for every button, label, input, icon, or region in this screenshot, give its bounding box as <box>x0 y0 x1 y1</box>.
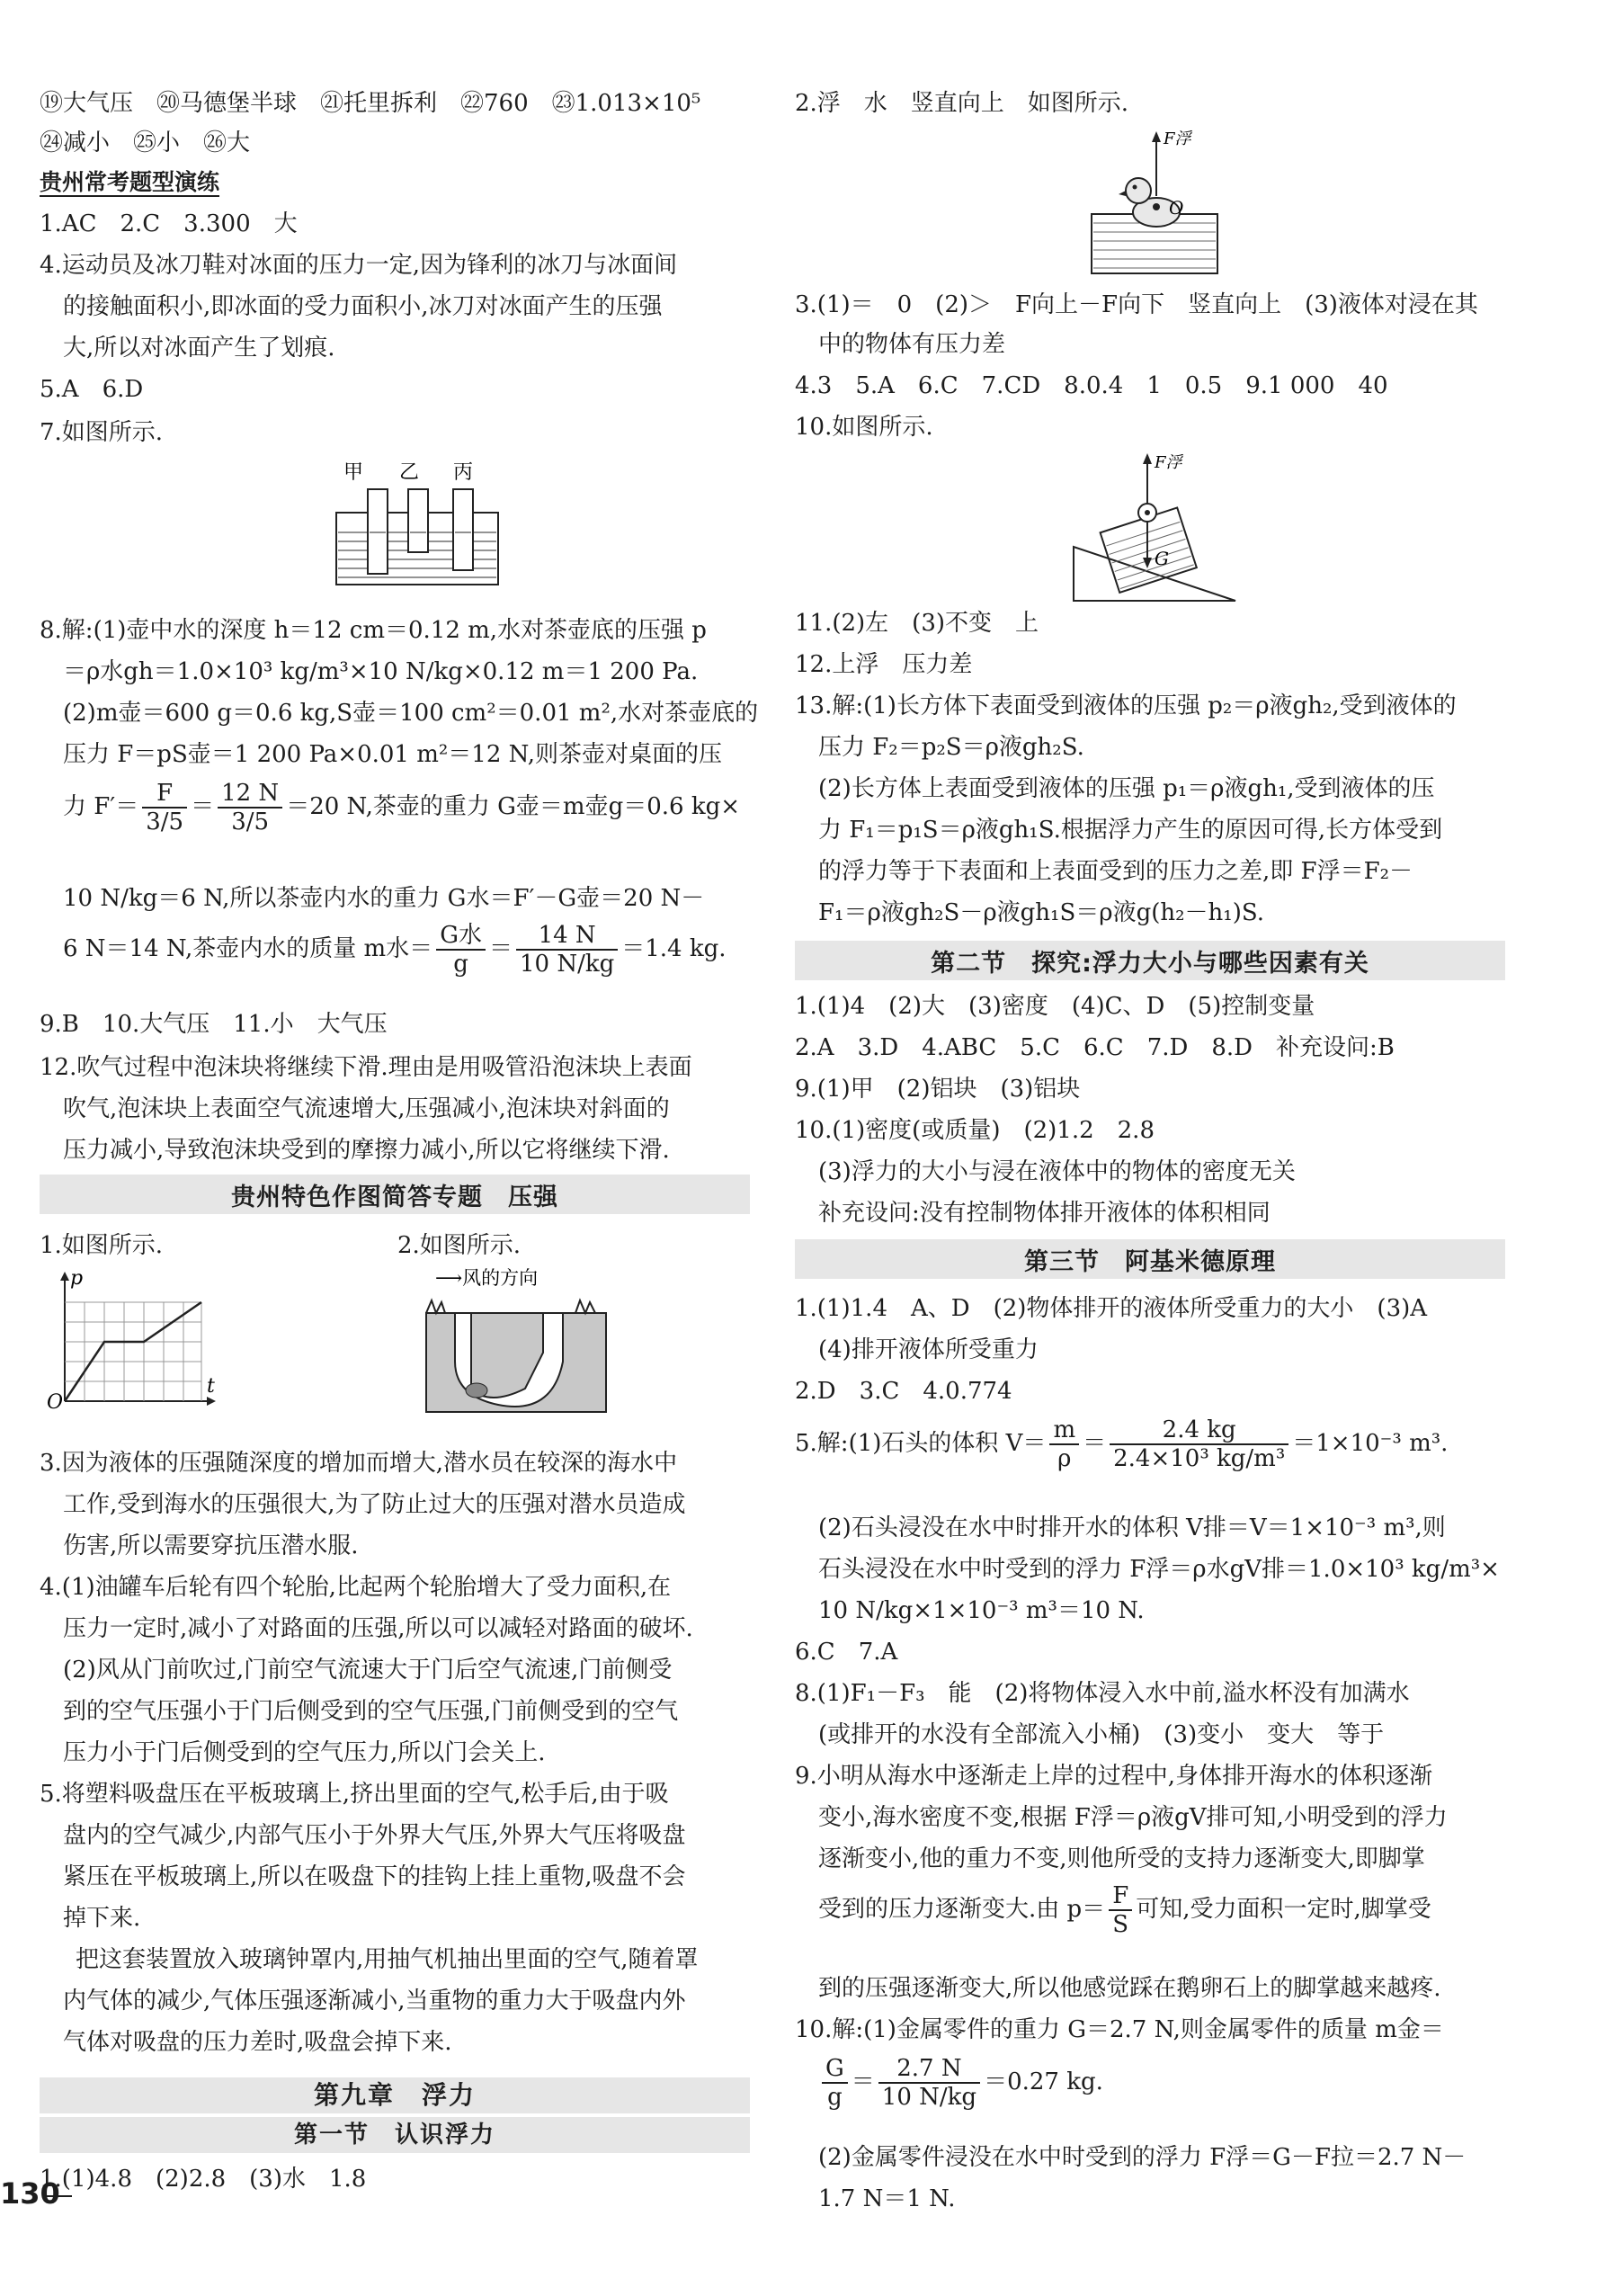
answer-line: 1.如图所示. <box>40 1232 164 1259</box>
point-label: O <box>1169 197 1184 219</box>
text: 可知,受力面积一定时,脚掌受 <box>1136 1896 1431 1923</box>
answer-line: 4.3 5.A 6.C 7.CD 8.0.4 1 0.5 9.1 000 40 <box>795 372 1388 399</box>
page-number-rule <box>45 2195 72 2197</box>
answer-line: 2.如图所示. <box>397 1232 522 1259</box>
text: 受到的压力逐渐变大.由 p＝ <box>818 1896 1106 1923</box>
fraction <box>822 2055 848 2111</box>
numerator: m <box>1049 1416 1079 1445</box>
fig-label: 丙 <box>453 461 474 484</box>
sub-heading: 贵州常考题型演练 <box>40 169 220 195</box>
answer-line: (2)m壶＝600 g＝0.6 kg,S壶＝100 cm²＝0.01 m²,水对茶壶底的 <box>63 700 759 727</box>
answer-line: 7.如图所示. <box>40 419 164 446</box>
chapter-title: 第九章 浮力 <box>40 2077 750 2113</box>
answer-line: 4.运动员及冰刀鞋对冰面的压力一定,因为锋利的冰刀与冰面间 <box>40 252 678 279</box>
denominator: g <box>453 951 468 978</box>
answer-line: 13.解:(1)长方体下表面受到液体的压强 p₂＝ρ液gh₂,受到液体的 <box>795 692 1457 719</box>
pressure-time-graph <box>40 1266 219 1410</box>
answer-line: 的接触面积小,即冰面的受力面积小,冰刀对冰面产生的压强 <box>63 293 663 320</box>
answer-line: 1.(1)4.8 (2)2.8 (3)水 1.8 <box>40 2166 367 2193</box>
answer-line: 掉下来. <box>63 1905 141 1932</box>
answer-line: 3.(1)＝ 0 (2)＞ F向上－F向下 竖直向上 (3)液体对浸在其 <box>795 291 1478 318</box>
answer-line: 10 N/kg＝6 N,所以茶壶内水的重力 G水＝F′－G壶＝20 N－ <box>63 885 705 912</box>
answer-line: 到的空气压强小于门后侧受到的空气压强,门前侧受到的空气 <box>63 1698 679 1725</box>
answer-line: 6.C 7.A <box>795 1639 898 1666</box>
answer-line: 石头浸没在水中时受到的浮力 F浮＝ρ水gV排＝1.0×10³ kg/m³× <box>818 1556 1500 1583</box>
denominator: ρ <box>1057 1445 1072 1472</box>
answer-line: 压力 F＝pS壶＝1 200 Pa×0.01 m²＝12 N,则茶壶对桌面的压 <box>63 741 723 768</box>
answer-line: 10 N/kg×1×10⁻³ m³＝10 N. <box>818 1597 1145 1624</box>
fraction <box>878 2055 980 2111</box>
text: 6 N＝14 N,茶壶内水的质量 m水＝ <box>63 935 433 962</box>
section-banner: 第二节 探究:浮力大小与哪些因素有关 <box>795 941 1505 980</box>
denominator: 10 N/kg <box>881 2084 977 2111</box>
numerator: 14 N <box>516 922 618 951</box>
answer-line: 到的压强逐渐变大,所以他感觉踩在鹅卵石上的脚掌越来越疼. <box>818 1975 1441 2002</box>
fraction <box>142 780 187 835</box>
answer-line: 10.解:(1)金属零件的重力 G＝2.7 N,则金属零件的质量 m金＝ <box>795 2016 1444 2043</box>
denominator: S <box>1112 1911 1129 1938</box>
numerator: F <box>1109 1882 1132 1911</box>
denominator: g <box>827 2084 843 2111</box>
answer-line: 9.(1)甲 (2)铝块 (3)铝块 <box>795 1076 1081 1103</box>
answer-line <box>40 775 740 838</box>
answer-line: 压力 F₂＝p₂S＝ρ液gh₂S. <box>818 734 1084 761</box>
denominator: 3/5 <box>146 809 184 835</box>
numerator: 2.7 N <box>878 2055 980 2084</box>
answer-line: 12.上浮 压力差 <box>795 651 973 678</box>
answer-line: 紧压在平板玻璃上,所以在吸盘下的挂钩上挂上重物,吸盘不会 <box>63 1863 686 1890</box>
text: ＝1.4 kg. <box>621 935 727 962</box>
answer-line: 8.解:(1)壶中水的深度 h＝12 cm＝0.12 m,水对茶壶底的压强 p <box>40 617 707 644</box>
force-label: F浮 <box>1164 130 1191 148</box>
answer-line: 9.B 10.大气压 11.小 大气压 <box>40 1011 388 1038</box>
fraction <box>1109 1882 1132 1938</box>
numerator: F <box>142 780 187 809</box>
answer-line: 2.D 3.C 4.0.774 <box>795 1378 1012 1405</box>
answer-line <box>795 2050 1103 2113</box>
answer-line: 吹气,泡沫块上表面空气流速增大,压强减小,泡沫块对斜面的 <box>63 1095 670 1122</box>
text: ＝ <box>1083 1430 1107 1457</box>
axis-label: t <box>207 1375 215 1398</box>
answer-line: 5.A 6.D <box>40 376 144 403</box>
fraction <box>1110 1416 1288 1472</box>
answer-line: 内气体的减少,气体压强逐渐减小,当重物的重力大于吸盘内外 <box>63 1988 686 2015</box>
page-number: 130 <box>0 2176 60 2211</box>
numerator: 12 N <box>218 780 282 809</box>
burrow-wind-figure <box>417 1263 624 1416</box>
text: 力 F′＝ <box>63 793 139 820</box>
answer-line: 变小,海水密度不变,根据 F浮＝ρ液gV排可知,小明受到的浮力 <box>818 1804 1448 1831</box>
connected-vessels-figure <box>291 459 525 594</box>
answer-line: 10.如图所示. <box>795 414 933 441</box>
answer-line: (2)石头浸没在水中时排开水的体积 V排＝V＝1×10⁻³ m³,则 <box>818 1514 1446 1541</box>
answer-line <box>795 1878 1431 1941</box>
answer-line: 11.(2)左 (3)不变 上 <box>795 610 1039 637</box>
answer-line: 压力一定时,减小了对路面的压强,所以可以减轻对路面的破坏. <box>63 1615 693 1642</box>
answer-line <box>795 1412 1448 1475</box>
answer-line: 1.7 N＝1 N. <box>818 2185 956 2212</box>
text: ＝ <box>191 793 215 820</box>
section-banner: 贵州特色作图简答专题 压强 <box>40 1175 750 1214</box>
answer-line: (2)长方体上表面受到液体的压强 p₁＝ρ液gh₁,受到液体的压 <box>818 775 1435 802</box>
text: ＝20 N,茶壶的重力 G壶＝m壶g＝0.6 kg× <box>286 793 741 820</box>
force-label: F浮 <box>1155 453 1182 472</box>
incline-buoyancy-figure <box>1065 448 1244 610</box>
answer-line: 压力减小,导致泡沫块受到的摩擦力减小,所以它将继续下滑. <box>63 1137 670 1164</box>
text: ＝1×10⁻³ m³. <box>1292 1430 1449 1457</box>
answer-line: (或排开的水没有全部流入小桶) (3)变小 变大 等于 <box>818 1721 1385 1748</box>
answer-line: 工作,受到海水的压强很大,为了防止过大的压强对潜水员造成 <box>63 1491 686 1518</box>
answer-line: (3)浮力的大小与浸在液体中的物体的密度无关 <box>818 1158 1296 1185</box>
answer-line: 3.因为液体的压强随深度的增加而增大,潜水员在较深的海水中 <box>40 1450 678 1477</box>
denominator: 10 N/kg <box>519 951 615 978</box>
text: ＝0.27 kg. <box>984 2068 1103 2095</box>
answer-line: 2.浮 水 竖直向上 如图所示. <box>795 90 1129 117</box>
text: ＝ <box>488 935 513 962</box>
answer-line: 10.(1)密度(或质量) (2)1.2 2.8 <box>795 1117 1155 1144</box>
answer-line: (4)排开液体所受重力 <box>818 1336 1039 1363</box>
axis-label: O <box>47 1391 64 1410</box>
answer-line: 1.AC 2.C 3.300 大 <box>40 210 298 237</box>
answer-line: 1.(1)4 (2)大 (3)密度 (4)C、D (5)控制变量 <box>795 993 1315 1020</box>
section-banner: 第三节 阿基米德原理 <box>795 1239 1505 1279</box>
fraction <box>1049 1416 1079 1472</box>
answer-line: 1.(1)1.4 A、D (2)物体排开的液体所受重力的大小 (3)A <box>795 1295 1428 1322</box>
denominator: 3/5 <box>231 809 270 835</box>
answer-line: 逐渐变小,他的重力不变,则他所受的支持力逐渐变大,即脚掌 <box>818 1845 1425 1872</box>
answer-line: 大,所以对冰面产生了划痕. <box>63 335 335 362</box>
text: 5.解:(1)石头的体积 V＝ <box>795 1430 1047 1457</box>
fig-label: 乙 <box>399 461 420 484</box>
denominator: 2.4×10³ kg/m³ <box>1113 1445 1286 1472</box>
text: ＝ <box>851 2068 875 2095</box>
fraction <box>516 922 618 978</box>
answer-line: ㉔减小 ㉕小 ㉖大 <box>40 130 251 156</box>
answer-line: 气体对吸盘的压力差时,吸盘会掉下来. <box>63 2029 452 2056</box>
answer-line: 补充设问:没有控制物体排开液体的体积相同 <box>818 1200 1271 1227</box>
answer-line: 12.吹气过程中泡沫块将继续下滑.理由是用吸管沿泡沫块上表面 <box>40 1054 692 1081</box>
answer-line: F₁＝ρ液gh₂S－ρ液gh₁S＝ρ液g(h₂－h₁)S. <box>818 899 1264 926</box>
numerator: G <box>822 2055 848 2084</box>
floating-duck-figure <box>1083 124 1226 277</box>
answer-line: 把这套装置放入玻璃钟罩内,用抽气机抽出里面的空气,随着罩 <box>76 1946 699 1973</box>
axis-label: p <box>70 1267 84 1290</box>
wind-label: ⟶风的方向 <box>435 1267 539 1289</box>
answer-line: 8.(1)F₁－F₃ 能 (2)将物体浸入水中前,溢水杯没有加满水 <box>795 1680 1410 1707</box>
answer-line: (2)金属零件浸没在水中时受到的浮力 F浮＝G－F拉＝2.7 N－ <box>818 2144 1467 2171</box>
section-title: 第一节 认识浮力 <box>40 2117 750 2153</box>
answer-line: 2.A 3.D 4.ABC 5.C 6.C 7.D 8.D 补充设问:B <box>795 1034 1395 1061</box>
numerator: G水 <box>436 922 486 951</box>
answer-line: 5.将塑料吸盘压在平板玻璃上,挤出里面的空气,松手后,由于吸 <box>40 1781 669 1808</box>
answer-line: 压力小于门后侧受到的空气压力,所以门会关上. <box>63 1739 546 1766</box>
answer-line: 中的物体有压力差 <box>818 331 1006 358</box>
numerator: 2.4 kg <box>1110 1416 1288 1445</box>
answer-line: 4.(1)油罐车后轮有四个轮胎,比起两个轮胎增大了受力面积,在 <box>40 1574 672 1601</box>
force-label: G <box>1155 548 1169 569</box>
answer-line: ⑲大气压 ⑳马德堡半球 ㉑托里拆利 ㉒760 ㉓1.013×10⁵ <box>40 90 701 117</box>
answer-line: 盘内的空气减少,内部气压小于外界大气压,外界大气压将吸盘 <box>63 1822 686 1849</box>
answer-line: 的浮力等于下表面和上表面受到的压力之差,即 F浮＝F₂－ <box>818 858 1413 885</box>
fraction <box>436 922 486 978</box>
answer-line: 9.小明从海水中逐渐走上岸的过程中,身体排开海水的体积逐渐 <box>795 1763 1433 1790</box>
answer-line <box>40 917 727 980</box>
fig-label: 甲 <box>343 461 364 484</box>
fraction <box>218 780 282 835</box>
answer-line: ＝ρ水gh＝1.0×10³ kg/m³×10 N/kg×0.12 m＝1 200 Pa. <box>63 658 699 685</box>
answer-line: 伤害,所以需要穿抗压潜水服. <box>63 1532 359 1559</box>
answer-line: (2)风从门前吹过,门前空气流速大于门后空气流速,门前侧受 <box>63 1657 673 1684</box>
answer-line: 力 F₁＝p₁S＝ρ液gh₁S.根据浮力产生的原因可得,长方体受到 <box>818 817 1443 844</box>
